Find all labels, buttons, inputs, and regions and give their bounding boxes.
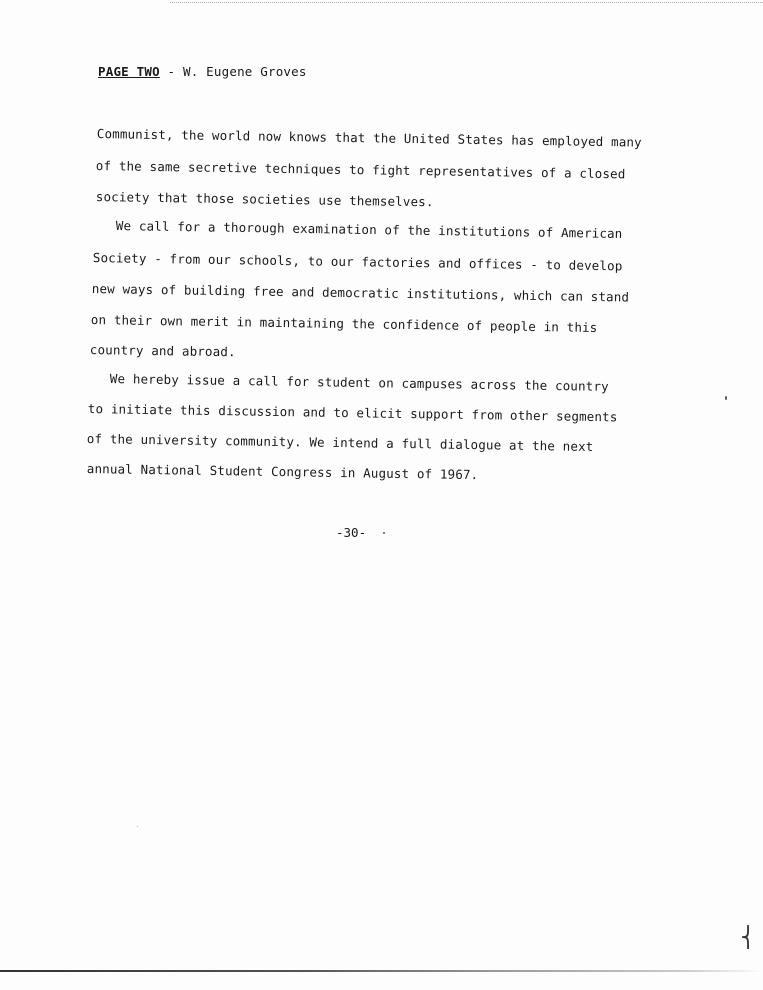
top-dotted-rule xyxy=(170,2,763,3)
body-line: on their own merit in maintaining the confidence of people in this xyxy=(90,312,598,335)
scan-speck xyxy=(725,396,727,400)
body-line: Society - from our schools, to our factories and offices - to develop xyxy=(92,250,623,274)
scan-speck xyxy=(137,826,138,827)
body-line: new ways of building free and democratic institutions, which can stand xyxy=(91,281,630,305)
page-label: PAGE TWO xyxy=(98,64,160,79)
body-line: of the university community. We intend a full dialogue at the next xyxy=(86,431,594,454)
body-line: society that those societies use themselves. xyxy=(95,189,434,210)
body-line: annual National Student Congress in August of 1967. xyxy=(86,461,479,483)
body-line: Communist, the world now knows that the United States has employed many xyxy=(96,126,642,150)
body-line: country and abroad. xyxy=(89,342,236,360)
page-header xyxy=(98,64,307,79)
header-separator: - xyxy=(159,64,183,79)
body-line: to initiate this discussion and to elicit support from other segments xyxy=(87,401,618,425)
margin-bracket-mark: ⎨ xyxy=(742,925,755,949)
body-line: We call for a thorough examination of the institutions of American xyxy=(115,218,623,241)
page-number: -30- xyxy=(336,525,367,540)
scan-speck xyxy=(383,532,385,534)
body-line: We hereby issue a call for student on campuses across the country xyxy=(109,371,609,394)
bottom-scan-edge xyxy=(0,970,763,972)
body-line: of the same secretive techniques to fight representatives of a closed xyxy=(95,158,626,182)
header-author: W. Eugene Groves xyxy=(183,64,307,79)
